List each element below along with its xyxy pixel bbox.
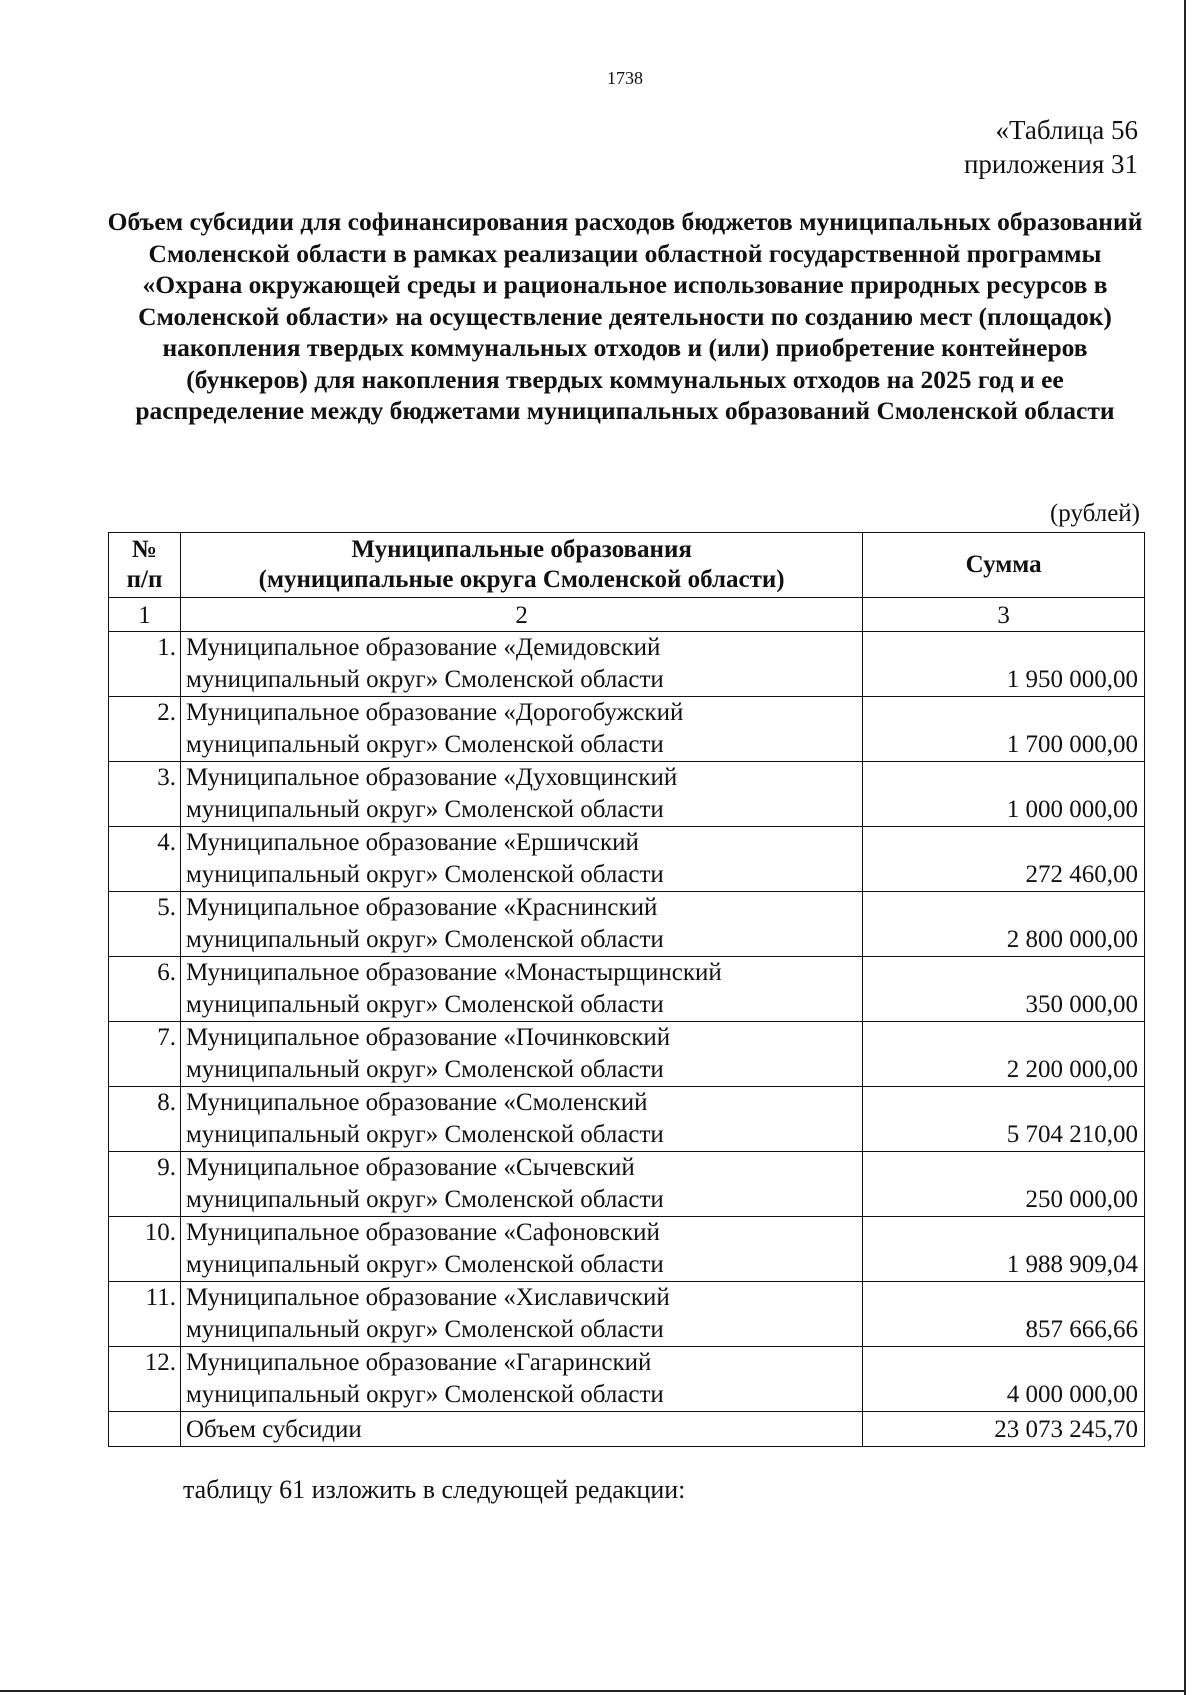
- municipality-line2: муниципальный округ» Смоленской области: [185, 926, 664, 953]
- row-amount: 350 000,00: [863, 957, 1145, 1022]
- header-number-line1: №: [131, 536, 158, 563]
- row-number: 2.: [109, 697, 181, 762]
- municipality-line1: Муниципальное образование «Гагаринский: [185, 1349, 652, 1376]
- following-text: таблицу 61 изложить в следующей редакции:: [183, 1475, 686, 1504]
- row-municipality: [180, 892, 862, 957]
- municipality-line2: муниципальный округ» Смоленской области: [185, 1251, 664, 1278]
- subsidy-table: [108, 532, 1145, 1447]
- table-row: [109, 957, 1145, 1022]
- municipality-line1: Муниципальное образование «Краснинский: [185, 894, 658, 921]
- municipality-line1: Муниципальное образование «Сычевский: [185, 1154, 635, 1181]
- row-municipality: [180, 697, 862, 762]
- header-name-line2: (муниципальные округа Смоленской области): [258, 566, 785, 593]
- row-number: 6.: [109, 957, 181, 1022]
- header-name: [180, 533, 862, 598]
- municipality-line2: муниципальный округ» Смоленской области: [185, 1056, 664, 1083]
- row-amount: 250 000,00: [863, 1152, 1145, 1217]
- row-municipality: [180, 632, 862, 697]
- row-municipality: [180, 1152, 862, 1217]
- total-label: Объем субсидии: [180, 1412, 862, 1447]
- municipality-line2: муниципальный округ» Смоленской области: [185, 731, 664, 758]
- row-municipality: [180, 1217, 862, 1282]
- row-amount: 2 800 000,00: [863, 892, 1145, 957]
- municipality-line1: Муниципальное образование «Монастырщинский: [185, 959, 722, 986]
- row-number: 3.: [109, 762, 181, 827]
- municipality-line1: Муниципальное образование «Демидовский: [185, 634, 661, 661]
- municipality-line1: Муниципальное образование «Дорогобужский: [185, 699, 684, 726]
- total-amount: 23 073 245,70: [863, 1412, 1145, 1447]
- municipality-line1: Муниципальное образование «Смоленский: [185, 1089, 648, 1116]
- municipality-line2: муниципальный округ» Смоленской области: [185, 1316, 664, 1343]
- table-header-row: [109, 533, 1145, 598]
- column-number-row: [109, 598, 1145, 632]
- table-row: [109, 1087, 1145, 1152]
- row-municipality: [180, 827, 862, 892]
- municipality-line1: Муниципальное образование «Ершичский: [185, 829, 639, 856]
- row-municipality: [180, 1022, 862, 1087]
- municipality-line1: Муниципальное образование «Хиславичский: [185, 1284, 670, 1311]
- table-reference-line2: приложения 31: [963, 149, 1138, 179]
- row-number: 4.: [109, 827, 181, 892]
- row-municipality: [180, 1087, 862, 1152]
- row-amount: 1 950 000,00: [863, 632, 1145, 697]
- municipality-line2: муниципальный округ» Смоленской области: [185, 1186, 664, 1213]
- table-row: [109, 1022, 1145, 1087]
- municipality-line2: муниципальный округ» Смоленской области: [185, 861, 664, 888]
- units-label: (рублей): [1049, 500, 1140, 527]
- row-municipality: [180, 1282, 862, 1347]
- header-name-line1: Муниципальные образования: [351, 536, 692, 563]
- page-number: 1738: [607, 68, 643, 88]
- row-amount: 857 666,66: [863, 1282, 1145, 1347]
- table-row: [109, 762, 1145, 827]
- scan-border-right: [1184, 0, 1186, 1695]
- total-empty-cell: [109, 1412, 181, 1447]
- header-sum: Сумма: [863, 533, 1145, 598]
- municipality-line1: Муниципальное образование «Духовщинский: [185, 764, 678, 791]
- row-amount: 5 704 210,00: [863, 1087, 1145, 1152]
- header-number-line2: п/п: [126, 566, 163, 593]
- table-row: [109, 1217, 1145, 1282]
- row-municipality: [180, 762, 862, 827]
- row-municipality: [180, 957, 862, 1022]
- document-title: Объем субсидии для софинансирования расходов бюджетов муниципальных образований Смоленской области в рамках реализации областной государственной программы «Охрана окружающей среды и рациональное использование природных ресурсов в Смоленской области» на осуществление деятельности по созданию мест (площадок) накопления твердых коммунальных отходов и (или) приобретение контейнеров (бункеров) для накопления твердых коммунальных отходов на 2025 год и ее распределение между бюджетами муниципальных образований Смоленской области: [107, 207, 1143, 425]
- municipality-line1: Муниципальное образование «Починковский: [185, 1024, 671, 1051]
- row-number: 10.: [109, 1217, 181, 1282]
- table-row: [109, 1282, 1145, 1347]
- column-number: 2: [180, 598, 862, 632]
- row-amount: 4 000 000,00: [863, 1347, 1145, 1412]
- total-row: [109, 1412, 1145, 1447]
- row-amount: 1 988 909,04: [863, 1217, 1145, 1282]
- table-reference: [964, 113, 1138, 181]
- row-number: 9.: [109, 1152, 181, 1217]
- column-number: 1: [109, 598, 181, 632]
- municipality-line2: муниципальный округ» Смоленской области: [185, 666, 664, 693]
- municipality-line2: муниципальный округ» Смоленской области: [185, 1381, 664, 1408]
- row-number: 1.: [109, 632, 181, 697]
- table-row: [109, 892, 1145, 957]
- row-number: 11.: [109, 1282, 181, 1347]
- row-number: 12.: [109, 1347, 181, 1412]
- row-amount: 1 000 000,00: [863, 762, 1145, 827]
- row-municipality: [180, 1347, 862, 1412]
- column-number: 3: [863, 598, 1145, 632]
- row-number: 8.: [109, 1087, 181, 1152]
- municipality-line2: муниципальный округ» Смоленской области: [185, 796, 664, 823]
- table-row: [109, 1347, 1145, 1412]
- table-row: [109, 697, 1145, 762]
- scan-border-bottom: [0, 1690, 1186, 1692]
- municipality-line2: муниципальный округ» Смоленской области: [185, 991, 664, 1018]
- row-amount: 2 200 000,00: [863, 1022, 1145, 1087]
- table-reference-line1: «Таблица 56: [995, 115, 1138, 145]
- header-number: [109, 533, 181, 598]
- municipality-line2: муниципальный округ» Смоленской области: [185, 1121, 664, 1148]
- row-number: 7.: [109, 1022, 181, 1087]
- table-row: [109, 1152, 1145, 1217]
- municipality-line1: Муниципальное образование «Сафоновский: [185, 1219, 660, 1246]
- table-row: [109, 827, 1145, 892]
- row-amount: 272 460,00: [863, 827, 1145, 892]
- row-number: 5.: [109, 892, 181, 957]
- table-row: [109, 632, 1145, 697]
- row-amount: 1 700 000,00: [863, 697, 1145, 762]
